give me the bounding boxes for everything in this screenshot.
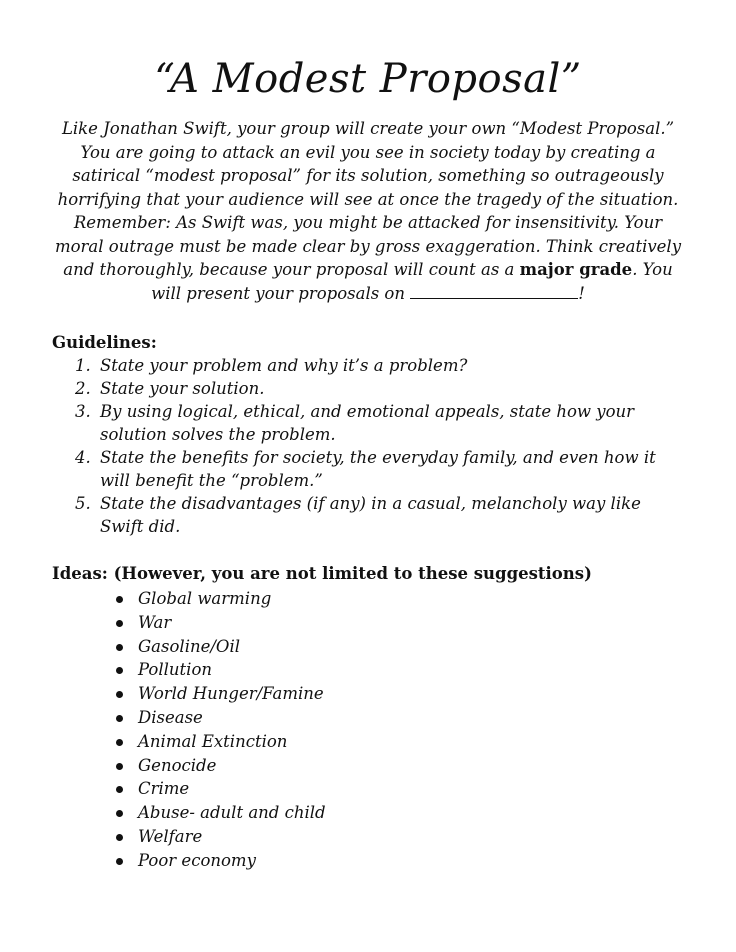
idea-item bbox=[138, 658, 684, 682]
bullet-icon bbox=[116, 810, 123, 817]
intro-emphasis: major grade bbox=[519, 260, 633, 279]
bullet-icon bbox=[116, 715, 123, 722]
ideas-list bbox=[52, 587, 684, 873]
bullet-icon bbox=[116, 620, 123, 627]
idea-label: Abuse- adult and child bbox=[138, 803, 326, 823]
guideline-item: 1. State your problem and why it’s a problem? bbox=[96, 354, 684, 377]
idea-item bbox=[138, 635, 684, 659]
bullet-icon bbox=[116, 691, 123, 698]
bullet-icon bbox=[116, 739, 123, 746]
idea-label: Crime bbox=[138, 779, 190, 799]
date-blank-line bbox=[410, 284, 578, 299]
idea-label: Poor economy bbox=[138, 850, 256, 870]
intro-text: Like Jonathan Swift, your group will create your own “Modest Proposal.” You are going to attack an evil you see in society today by creating a satirical “modest proposal” for its solution, something so outrageously horrifying that your audience will see at once the tragedy of the situation. Remember: As Swift was, you might be attacked for insensitivity. Your moral outrage must be made clear by gross exaggeration. Think creatively and thoroughly, because your proposal will count as a bbox=[54, 119, 682, 279]
idea-label: Global warming bbox=[138, 589, 272, 608]
bullet-icon bbox=[116, 858, 123, 865]
idea-item bbox=[138, 849, 684, 873]
guideline-item: 2. State your solution. bbox=[96, 377, 684, 400]
bullet-icon bbox=[116, 644, 123, 651]
idea-item bbox=[138, 706, 684, 730]
idea-item bbox=[138, 587, 684, 611]
bullet-icon bbox=[116, 763, 123, 770]
guidelines-list bbox=[52, 354, 684, 538]
bullet-icon bbox=[116, 667, 123, 674]
idea-label: World Hunger/Famine bbox=[138, 684, 324, 704]
idea-label: Welfare bbox=[138, 826, 203, 846]
bullet-icon bbox=[116, 834, 123, 841]
idea-label: War bbox=[138, 612, 172, 632]
guideline-item: 3. By using logical, ethical, and emotional appeals, state how your solution solves the problem. bbox=[96, 400, 684, 446]
page-title: “A Modest Proposal” bbox=[154, 56, 582, 102]
guideline-item: 4. State the benefits for society, the everyday family, and even how it will benefit the “problem.” bbox=[96, 446, 684, 492]
idea-item bbox=[138, 777, 684, 801]
idea-label: Disease bbox=[138, 707, 203, 727]
idea-item bbox=[138, 682, 684, 706]
idea-item bbox=[138, 730, 684, 754]
bullet-icon bbox=[116, 786, 123, 793]
ideas-heading: Ideas: (However, you are not limited to these suggestions) bbox=[52, 564, 592, 583]
intro-blank-end: ! bbox=[578, 283, 585, 303]
guidelines-heading: Guidelines: bbox=[52, 333, 157, 352]
bullet-icon bbox=[116, 596, 123, 603]
idea-label: Animal Extinction bbox=[138, 731, 288, 751]
idea-item bbox=[138, 611, 684, 635]
idea-label: Genocide bbox=[138, 755, 217, 775]
idea-label: Gasoline/Oil bbox=[138, 636, 241, 656]
idea-label: Pollution bbox=[138, 660, 213, 680]
idea-item bbox=[138, 801, 684, 825]
idea-item bbox=[138, 825, 684, 849]
guideline-item: 5. State the disadvantages (if any) in a casual, melancholy way like Swift did. bbox=[96, 492, 684, 538]
idea-item bbox=[138, 754, 684, 778]
intro-text-after: . You will present your proposals on bbox=[151, 260, 673, 303]
intro-paragraph bbox=[52, 117, 684, 305]
